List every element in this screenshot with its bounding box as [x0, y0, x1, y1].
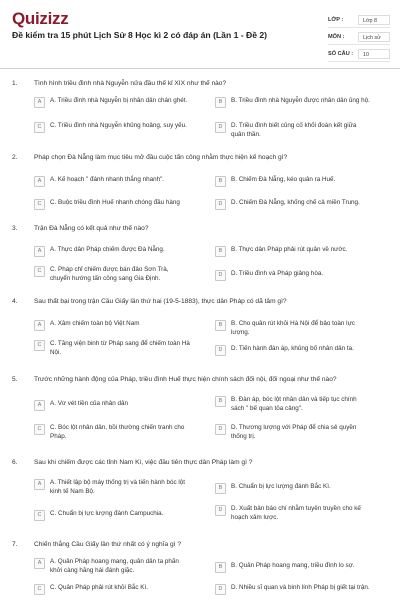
meta-class	[328, 12, 390, 28]
option-text: B. Chuẩn bị lực lượng đánh Bắc Kì.	[231, 483, 331, 490]
option-d[interactable]	[215, 505, 371, 522]
option-letter-box: A	[34, 479, 45, 490]
option-letter-box: A	[34, 97, 45, 108]
option-text: A. Kế hoạch " đánh nhanh thắng nhanh".	[50, 176, 165, 183]
meta-label: MÔN :	[328, 33, 345, 40]
option-b[interactable]	[215, 246, 371, 257]
quizizz-logo: Quizizz	[12, 9, 69, 28]
question-text: Trận Đà Nẵng có kết quả như thế nào?	[34, 225, 149, 232]
meta-value: 10	[358, 49, 390, 59]
option-letter-box: D	[215, 505, 226, 516]
meta-count	[328, 46, 390, 62]
option-letter-box: D	[215, 584, 226, 595]
option-text: D. Triều đình và Pháp giảng hòa.	[231, 270, 324, 277]
quiz-header	[0, 0, 400, 66]
meta-subject	[328, 29, 390, 45]
option-a[interactable]	[34, 400, 190, 411]
option-text: D. Chiếm Đà Nẵng, khống chế cả miền Trung.	[231, 199, 360, 206]
option-letter-box: A	[34, 246, 45, 257]
option-a[interactable]	[34, 320, 190, 331]
option-a[interactable]	[34, 558, 190, 575]
option-text: A. Triều đình nhà Nguyễn bị nhân dân chán ghét.	[50, 97, 188, 104]
option-c[interactable]	[34, 424, 190, 441]
option-text: B. Quân Pháp hoang mang, triều đình lo sợ.	[231, 562, 355, 569]
option-text: C. Buộc triều đình Huế nhanh chóng đầu hàng	[50, 199, 180, 206]
option-c[interactable]	[34, 510, 190, 521]
option-text: D. Triều đình biết củng cố khối đoàn kết giữa quân thần.	[231, 122, 357, 138]
option-letter-box: A	[34, 558, 45, 569]
option-a[interactable]	[34, 97, 190, 108]
question-text: Trước những hành động của Pháp, triều đình Huế thực hiện chính sách đối nội, đối ngoại như thế nào?	[34, 376, 337, 383]
option-letter-box: B	[215, 246, 226, 257]
option-letter-box: D	[215, 424, 226, 435]
option-letter-box: C	[34, 510, 45, 521]
option-d[interactable]	[215, 424, 371, 441]
option-text: B. Cho quân rút khỏi Hà Nội để bảo toàn lực lượng.	[231, 320, 355, 336]
option-letter-box: C	[34, 340, 45, 351]
option-text: C. Pháp chỉ chiếm được bán đảo Sơn Trà, chuyển hướng tấn công sang Gia Định.	[50, 266, 169, 282]
option-letter-box: B	[215, 320, 226, 331]
option-d[interactable]	[215, 270, 371, 281]
option-c[interactable]	[34, 122, 190, 133]
question-text: Chiến thắng Cầu Giấy lần thứ nhất có ý nghĩa gì ?	[34, 541, 182, 548]
option-letter-box: C	[34, 584, 45, 595]
question-number: 3.	[12, 225, 18, 232]
option-text: C. Tăng viện binh từ Pháp sang để chiếm toàn Hà Nội.	[50, 340, 190, 356]
option-b[interactable]	[215, 562, 371, 573]
option-text: D. Tiến hành đàn áp, khủng bố nhân dân ta.	[231, 345, 354, 352]
option-letter-box: D	[215, 199, 226, 210]
option-text: A. Vơ vét tiền của nhân dân	[50, 400, 128, 407]
option-letter-box: C	[34, 266, 45, 277]
quiz-meta	[328, 12, 390, 63]
option-letter-box: D	[215, 270, 226, 281]
option-a[interactable]	[34, 176, 190, 187]
option-b[interactable]	[215, 176, 371, 187]
option-b[interactable]	[215, 320, 371, 337]
question-number: 7.	[12, 541, 18, 548]
option-letter-box: B	[215, 176, 226, 187]
option-a[interactable]	[34, 479, 190, 496]
option-b[interactable]	[215, 396, 371, 413]
option-text: B. Đàn áp, bóc lột nhân dân và tiếp tục chính sách " bế quan tỏa cảng".	[231, 396, 357, 412]
option-text: D. Thương lượng với Pháp để chia sẻ quyền thống trị.	[231, 424, 357, 440]
question-text: Sau khi chiếm được các tỉnh Nam Kì, việc đầu tiên thực dân Pháp làm gì ?	[34, 459, 253, 466]
option-text: A. Thiết lập bộ máy thống trị và tiến hành bóc lột kinh tế Nam Bộ.	[50, 479, 185, 495]
quiz-title: Đề kiểm tra 15 phút Lịch Sử 8 Học kì 2 có đáp án (Lần 1 - Đề 2)	[12, 30, 268, 40]
option-text: A. Quân Pháp hoang mang, quân dân ta phấn khởi càng hăng hái đánh giặc.	[50, 558, 179, 574]
question-text: Pháp chọn Đà Nẵng làm mục tiêu mở đầu cuộc tấn công nhằm thực hiện kế hoạch gì?	[34, 154, 288, 161]
option-text: C. Chuẩn bị lực lượng đánh Campuchia.	[50, 510, 164, 517]
option-text: D. Nhiều sĩ quan và binh lính Pháp bị giết tại trận.	[231, 584, 370, 591]
option-letter-box: A	[34, 176, 45, 187]
question-number: 6.	[12, 459, 18, 466]
option-d[interactable]	[215, 199, 371, 210]
option-text: D. Xuất bản báo chí nhằm tuyên truyền cho kế hoạch xâm lược.	[231, 505, 361, 521]
option-c[interactable]	[34, 199, 190, 210]
option-text: B. Chiếm Đà Nẵng, kéo quân ra Huế.	[231, 176, 336, 183]
option-a[interactable]	[34, 246, 190, 257]
option-letter-box: B	[215, 396, 226, 407]
option-b[interactable]	[215, 97, 371, 108]
option-text: C. Triều đình nhà Nguyễn khủng hoảng, suy yếu.	[50, 122, 187, 129]
option-letter-box: C	[34, 199, 45, 210]
option-d[interactable]	[215, 122, 371, 139]
option-b[interactable]	[215, 483, 371, 494]
option-letter-box: D	[215, 345, 226, 356]
option-letter-box: B	[215, 562, 226, 573]
option-c[interactable]	[34, 584, 190, 595]
question-text: Sau thất bại trong trận Cầu Giấy lần thứ hai (19-5-1883), thực dân Pháp có dã tâm gì?	[34, 298, 287, 305]
option-d[interactable]	[215, 345, 371, 356]
option-text: C. Quân Pháp phải rút khỏi Bắc Kì.	[50, 584, 149, 591]
option-letter-box: C	[34, 424, 45, 435]
option-text: A. Xâm chiếm toàn bộ Việt Nam	[50, 320, 140, 327]
option-c[interactable]	[34, 340, 190, 357]
question-number: 2.	[12, 154, 18, 161]
question-number: 5.	[12, 376, 18, 383]
option-text: C. Bóc lột nhân dân, bồi thường chiến tranh cho Pháp.	[50, 424, 185, 440]
option-letter-box: B	[215, 483, 226, 494]
meta-value: Lịch sử	[358, 32, 390, 42]
meta-label: LỚP :	[328, 16, 344, 23]
question-text: Tình hình triều đình nhà Nguyễn nửa đầu thế kỉ XIX như thế nào?	[34, 80, 227, 87]
option-letter-box: C	[34, 122, 45, 133]
option-text: B. Thực dân Pháp phải rút quân về nước.	[231, 246, 348, 253]
meta-value: Lớp 8	[358, 15, 390, 25]
question-number: 4.	[12, 298, 18, 305]
meta-label: SỐ CÂU :	[328, 50, 354, 57]
option-d[interactable]	[215, 584, 371, 595]
option-letter-box: A	[34, 320, 45, 331]
option-text: A. Thực dân Pháp chiếm được Đà Nẵng.	[50, 246, 165, 253]
option-letter-box: D	[215, 122, 226, 133]
header-divider	[0, 68, 400, 69]
option-text: B. Triều đình nhà Nguyễn được nhân dân ủng hộ.	[231, 97, 370, 104]
option-c[interactable]	[34, 266, 190, 283]
option-letter-box: B	[215, 97, 226, 108]
option-letter-box: A	[34, 400, 45, 411]
question-number: 1.	[12, 80, 18, 87]
